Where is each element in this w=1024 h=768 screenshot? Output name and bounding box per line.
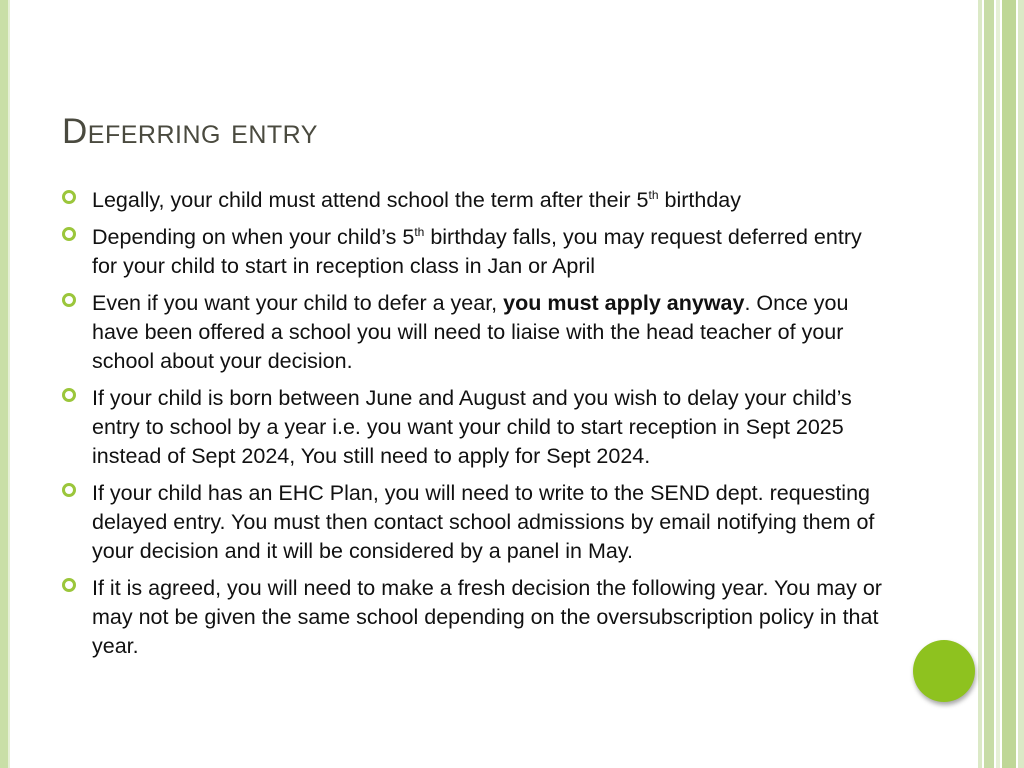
bullet-circle-icon [62,578,76,592]
stripe [1002,0,1016,768]
bullet-circle-icon [62,388,76,402]
bullet-text: If it is agreed, you will need to make a fresh decision the following year. You may or may not be given the same school depending on the oversubscription policy in that year. [92,576,882,658]
bullet-text: Even if you want your child to defer a year, [92,291,504,315]
list-item [62,384,882,471]
list-item [62,289,882,376]
right-decorative-stripes [978,0,1024,768]
bold-emphasis: you must apply anyway [503,291,745,315]
bullet-text: If your child has an EHC Plan, you will need to write to the SEND dept. requesting delayed entry. You must then contact school admissions by email notifying them of your decision and it will be considered by a panel in May. [92,481,875,563]
stripe [996,0,1000,768]
left-border-inner-stripe [8,0,10,768]
bullet-circle-icon [62,227,76,241]
stripe [1018,0,1024,768]
stripe [984,0,994,768]
bullet-text: If your child is born between June and August and you wish to delay your child’s entry to school by a year i.e. you want your child to start reception in Sept 2025 instead of Sept 2024, You still need to apply for Sept 2024. [92,386,852,468]
bullet-text: Depending on when your child’s 5 [92,225,415,249]
decorative-green-circle [913,640,975,702]
bullet-circle-icon [62,293,76,307]
slide-title: Deferring entry [62,112,318,151]
bullet-text: birthday [658,188,741,212]
superscript: th [414,224,425,239]
bullet-text: birthday falls, you may request deferred entry for your child to start in reception class in Jan or April [92,225,862,278]
bullet-circle-icon [62,190,76,204]
stripe [978,0,982,768]
list-item [62,479,882,566]
bullet-text: . Once you have been offered a school you will need to liaise with the head teacher of your school about your decision. [92,291,849,373]
list-item [62,574,882,661]
superscript: th [648,187,659,202]
left-border-stripe [0,0,8,768]
bullet-list [62,186,882,669]
bullet-circle-icon [62,483,76,497]
bullet-text: Legally, your child must attend school the term after their 5 [92,188,649,212]
list-item [62,186,882,215]
list-item [62,223,882,281]
